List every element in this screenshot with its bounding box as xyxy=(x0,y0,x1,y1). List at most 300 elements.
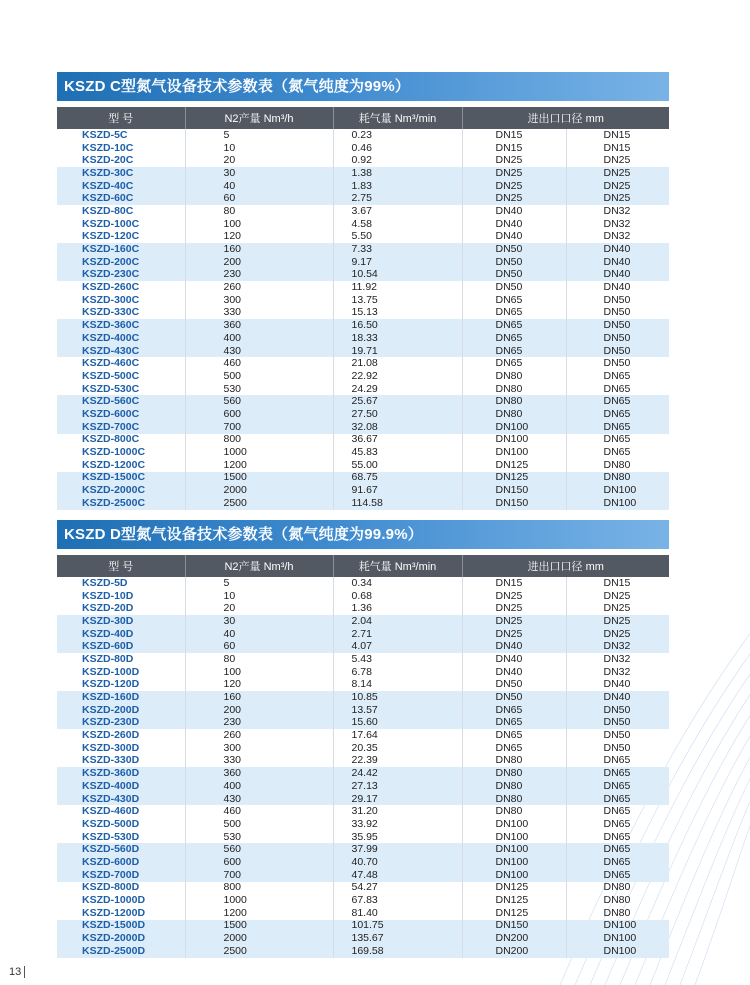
cell-consumption: 24.29 xyxy=(333,383,462,396)
cell-model: KSZD-230C xyxy=(57,269,185,282)
cell-outlet: DN32 xyxy=(603,204,631,217)
cell-production: 30 xyxy=(185,615,333,628)
table-row xyxy=(57,231,669,244)
table-row xyxy=(57,307,669,320)
cell-outlet: DN50 xyxy=(603,293,631,306)
table-row xyxy=(57,243,669,256)
table-row xyxy=(57,357,669,370)
cell-consumption: 10.54 xyxy=(333,269,462,282)
header-production: N2产量 Nm³/h xyxy=(185,555,333,577)
cell-production: 1200 xyxy=(185,907,333,920)
cell-inlet: DN40 xyxy=(462,205,566,218)
cell-production: 800 xyxy=(185,882,333,895)
table-row xyxy=(57,767,669,780)
cell-outlet: DN80 xyxy=(603,458,631,471)
cell-inlet: DN15 xyxy=(462,577,566,590)
cell-outlet: DN40 xyxy=(603,678,631,691)
cell-consumption: 37.99 xyxy=(333,843,462,856)
cell-model: KSZD-460D xyxy=(57,805,185,818)
cell-outlet: DN32 xyxy=(603,652,631,665)
cell-inlet: DN100 xyxy=(462,831,566,844)
cell-inlet: DN65 xyxy=(462,729,566,742)
cell-consumption: 0.34 xyxy=(333,577,462,590)
table-row xyxy=(57,691,669,704)
cell-model: KSZD-800C xyxy=(57,434,185,447)
cell-production: 120 xyxy=(185,231,333,244)
cell-outlet: DN65 xyxy=(603,433,631,446)
cell-consumption: 67.83 xyxy=(333,894,462,907)
cell-model: KSZD-1200C xyxy=(57,459,185,472)
cell-consumption: 36.67 xyxy=(333,434,462,447)
cell-outlet: DN40 xyxy=(566,256,669,269)
table-row xyxy=(57,945,669,958)
cell-outlet: DN80 xyxy=(603,894,631,907)
table-row xyxy=(57,484,669,497)
cell-outlet: DN65 xyxy=(566,793,669,806)
cell-model: KSZD-40D xyxy=(57,628,185,641)
cell-outlet: DN100 xyxy=(566,920,669,933)
cell-production: 530 xyxy=(185,831,333,844)
table-row xyxy=(57,653,669,666)
cell-outlet: DN50 xyxy=(603,306,631,319)
cell-production: 2000 xyxy=(185,484,333,497)
cell-consumption: 47.48 xyxy=(333,869,462,882)
cell-model: KSZD-2000C xyxy=(57,484,185,497)
cell-inlet: DN25 xyxy=(462,192,566,205)
header-production: N2产量 Nm³/h xyxy=(185,107,333,129)
cell-outlet: DN65 xyxy=(566,780,669,793)
cell-inlet: DN50 xyxy=(462,691,566,704)
cell-consumption: 21.08 xyxy=(333,357,462,370)
table-row xyxy=(57,345,669,358)
cell-production: 530 xyxy=(185,383,333,396)
table-row xyxy=(57,370,669,383)
cell-model: KSZD-2500C xyxy=(57,497,185,510)
cell-model: KSZD-300C xyxy=(57,294,185,307)
table-row xyxy=(57,180,669,193)
table-row xyxy=(57,615,669,628)
cell-consumption: 2.75 xyxy=(333,192,462,205)
cell-outlet: DN50 xyxy=(566,332,669,345)
table-row xyxy=(57,679,669,692)
cell-production: 5 xyxy=(185,129,333,142)
cell-consumption: 55.00 xyxy=(333,459,462,472)
cell-outlet: DN65 xyxy=(603,382,631,395)
table-row xyxy=(57,446,669,459)
cell-consumption: 1.38 xyxy=(333,167,462,180)
cell-model: KSZD-30C xyxy=(57,167,185,180)
spec-section-d xyxy=(57,520,669,958)
table-row xyxy=(57,421,669,434)
cell-production: 560 xyxy=(185,843,333,856)
cell-inlet: DN80 xyxy=(462,805,566,818)
cell-production: 20 xyxy=(185,154,333,167)
cell-inlet: DN25 xyxy=(462,615,566,628)
cell-inlet: DN125 xyxy=(462,894,566,907)
cell-production: 120 xyxy=(185,679,333,692)
cell-outlet: DN80 xyxy=(603,881,631,894)
cell-production: 230 xyxy=(185,717,333,730)
cell-outlet: DN50 xyxy=(566,704,669,717)
cell-model: KSZD-330D xyxy=(57,755,185,768)
cell-inlet: DN50 xyxy=(462,256,566,269)
cell-inlet: DN50 xyxy=(462,243,566,256)
cell-production: 10 xyxy=(185,590,333,603)
cell-inlet: DN80 xyxy=(462,755,566,768)
cell-outlet: DN65 xyxy=(566,767,669,780)
table-row xyxy=(57,167,669,180)
cell-model: KSZD-60C xyxy=(57,192,185,205)
cell-production: 1500 xyxy=(185,920,333,933)
table-row xyxy=(57,640,669,653)
table-row xyxy=(57,882,669,895)
cell-model: KSZD-430D xyxy=(57,793,185,806)
table-row xyxy=(57,434,669,447)
cell-production: 560 xyxy=(185,395,333,408)
cell-inlet: DN200 xyxy=(462,945,566,958)
cell-inlet: DN15 xyxy=(462,129,566,142)
header-port: 进出口口径 mm xyxy=(462,555,669,577)
cell-production: 400 xyxy=(185,780,333,793)
cell-inlet: DN50 xyxy=(462,281,566,294)
cell-production: 1500 xyxy=(185,472,333,485)
cell-production: 230 xyxy=(185,269,333,282)
cell-outlet: DN15 xyxy=(603,576,631,589)
cell-consumption: 24.42 xyxy=(333,767,462,780)
cell-outlet: DN25 xyxy=(566,167,669,180)
table-row xyxy=(57,577,669,590)
cell-inlet: DN200 xyxy=(462,932,566,945)
cell-consumption: 27.50 xyxy=(333,408,462,421)
cell-inlet: DN25 xyxy=(462,602,566,615)
spec-section-c xyxy=(57,72,669,510)
section-title: KSZD D型氮气设备技术参数表（氮气纯度为99.9%） xyxy=(57,520,669,549)
cell-model: KSZD-360D xyxy=(57,767,185,780)
cell-model: KSZD-10C xyxy=(57,142,185,155)
cell-outlet: DN25 xyxy=(566,628,669,641)
cell-outlet: DN15 xyxy=(603,128,631,141)
cell-outlet: DN25 xyxy=(603,154,631,167)
cell-model: KSZD-80C xyxy=(57,205,185,218)
cell-consumption: 13.75 xyxy=(333,294,462,307)
cell-outlet: DN65 xyxy=(603,805,631,818)
cell-consumption: 16.50 xyxy=(333,319,462,332)
cell-production: 80 xyxy=(185,205,333,218)
table-row xyxy=(57,129,669,142)
cell-model: KSZD-160C xyxy=(57,243,185,256)
cell-production: 2500 xyxy=(185,945,333,958)
cell-inlet: DN15 xyxy=(462,142,566,155)
cell-inlet: DN25 xyxy=(462,167,566,180)
cell-outlet: DN50 xyxy=(603,741,631,754)
cell-production: 200 xyxy=(185,704,333,717)
cell-outlet: DN32 xyxy=(603,230,631,243)
table-row xyxy=(57,472,669,485)
cell-production: 80 xyxy=(185,653,333,666)
cell-consumption: 20.35 xyxy=(333,742,462,755)
cell-outlet: DN25 xyxy=(603,602,631,615)
header-consumption: 耗气量 Nm³/min xyxy=(333,555,462,577)
cell-consumption: 22.39 xyxy=(333,755,462,768)
cell-production: 5 xyxy=(185,577,333,590)
cell-outlet: DN100 xyxy=(566,945,669,958)
cell-consumption: 22.92 xyxy=(333,370,462,383)
cell-inlet: DN125 xyxy=(462,459,566,472)
cell-model: KSZD-330C xyxy=(57,307,185,320)
table-row xyxy=(57,294,669,307)
cell-consumption: 81.40 xyxy=(333,907,462,920)
cell-model: KSZD-400D xyxy=(57,780,185,793)
cell-inlet: DN100 xyxy=(462,843,566,856)
cell-inlet: DN80 xyxy=(462,383,566,396)
cell-model: KSZD-200C xyxy=(57,256,185,269)
cell-outlet: DN50 xyxy=(603,729,631,742)
table-row xyxy=(57,628,669,641)
cell-model: KSZD-260D xyxy=(57,729,185,742)
cell-inlet: DN80 xyxy=(462,408,566,421)
cell-consumption: 68.75 xyxy=(333,472,462,485)
cell-outlet: DN15 xyxy=(603,141,631,154)
cell-production: 10 xyxy=(185,142,333,155)
table-row xyxy=(57,856,669,869)
cell-consumption: 27.13 xyxy=(333,780,462,793)
cell-outlet: DN65 xyxy=(566,421,669,434)
cell-consumption: 32.08 xyxy=(333,421,462,434)
cell-model: KSZD-500C xyxy=(57,370,185,383)
table-row xyxy=(57,408,669,421)
cell-outlet: DN25 xyxy=(566,192,669,205)
cell-outlet: DN50 xyxy=(603,357,631,370)
cell-consumption: 3.67 xyxy=(333,205,462,218)
cell-consumption: 35.95 xyxy=(333,831,462,844)
cell-production: 1200 xyxy=(185,459,333,472)
cell-outlet: DN40 xyxy=(566,243,669,256)
cell-model: KSZD-600D xyxy=(57,856,185,869)
cell-inlet: DN65 xyxy=(462,319,566,332)
cell-model: KSZD-5C xyxy=(57,129,185,142)
cell-inlet: DN150 xyxy=(462,484,566,497)
table-row xyxy=(57,742,669,755)
cell-model: KSZD-30D xyxy=(57,615,185,628)
cell-outlet: DN65 xyxy=(566,408,669,421)
cell-production: 100 xyxy=(185,666,333,679)
cell-model: KSZD-5D xyxy=(57,577,185,590)
table-row xyxy=(57,319,669,332)
cell-inlet: DN25 xyxy=(462,154,566,167)
cell-inlet: DN100 xyxy=(462,818,566,831)
cell-inlet: DN80 xyxy=(462,793,566,806)
table-row xyxy=(57,932,669,945)
cell-production: 20 xyxy=(185,602,333,615)
cell-inlet: DN65 xyxy=(462,357,566,370)
cell-production: 500 xyxy=(185,818,333,831)
cell-model: KSZD-260C xyxy=(57,281,185,294)
cell-model: KSZD-120C xyxy=(57,231,185,244)
table-row xyxy=(57,142,669,155)
cell-consumption: 1.83 xyxy=(333,180,462,193)
cell-outlet: DN40 xyxy=(566,269,669,282)
table-header-row xyxy=(57,555,669,577)
cell-inlet: DN25 xyxy=(462,590,566,603)
cell-consumption: 4.07 xyxy=(333,640,462,653)
table-row xyxy=(57,755,669,768)
cell-inlet: DN50 xyxy=(462,269,566,282)
cell-outlet: DN65 xyxy=(603,817,631,830)
table-row xyxy=(57,383,669,396)
cell-production: 360 xyxy=(185,767,333,780)
cell-outlet: DN25 xyxy=(566,180,669,193)
cell-model: KSZD-560C xyxy=(57,395,185,408)
cell-inlet: DN40 xyxy=(462,666,566,679)
cell-model: KSZD-700D xyxy=(57,869,185,882)
cell-production: 330 xyxy=(185,307,333,320)
cell-model: KSZD-160D xyxy=(57,691,185,704)
table-row xyxy=(57,729,669,742)
cell-model: KSZD-560D xyxy=(57,843,185,856)
cell-consumption: 33.92 xyxy=(333,818,462,831)
cell-production: 40 xyxy=(185,180,333,193)
cell-model: KSZD-1500C xyxy=(57,472,185,485)
cell-outlet: DN65 xyxy=(566,843,669,856)
cell-production: 260 xyxy=(185,281,333,294)
cell-production: 360 xyxy=(185,319,333,332)
cell-production: 800 xyxy=(185,434,333,447)
cell-consumption: 45.83 xyxy=(333,446,462,459)
table-row xyxy=(57,256,669,269)
cell-model: KSZD-430C xyxy=(57,345,185,358)
cell-production: 2000 xyxy=(185,932,333,945)
cell-model: KSZD-100C xyxy=(57,218,185,231)
cell-model: KSZD-10D xyxy=(57,590,185,603)
cell-inlet: DN100 xyxy=(462,869,566,882)
cell-consumption: 9.17 xyxy=(333,256,462,269)
cell-inlet: DN100 xyxy=(462,446,566,459)
cell-inlet: DN125 xyxy=(462,472,566,485)
spec-table xyxy=(57,107,669,510)
cell-consumption: 5.43 xyxy=(333,653,462,666)
cell-consumption: 13.57 xyxy=(333,704,462,717)
cell-consumption: 18.33 xyxy=(333,332,462,345)
table-row xyxy=(57,269,669,282)
table-row xyxy=(57,459,669,472)
cell-model: KSZD-200D xyxy=(57,704,185,717)
table-row xyxy=(57,920,669,933)
table-row xyxy=(57,666,669,679)
table-header-row xyxy=(57,107,669,129)
cell-consumption: 11.92 xyxy=(333,281,462,294)
cell-consumption: 10.85 xyxy=(333,691,462,704)
table-row xyxy=(57,590,669,603)
cell-consumption: 0.23 xyxy=(333,129,462,142)
cell-consumption: 114.58 xyxy=(333,497,462,510)
table-row xyxy=(57,780,669,793)
cell-production: 2500 xyxy=(185,497,333,510)
header-consumption: 耗气量 Nm³/min xyxy=(333,107,462,129)
cell-model: KSZD-100D xyxy=(57,666,185,679)
cell-model: KSZD-530C xyxy=(57,383,185,396)
cell-outlet: DN65 xyxy=(566,856,669,869)
cell-production: 40 xyxy=(185,628,333,641)
header-port: 进出口口径 mm xyxy=(462,107,669,129)
cell-model: KSZD-400C xyxy=(57,332,185,345)
cell-outlet: DN32 xyxy=(566,640,669,653)
cell-model: KSZD-800D xyxy=(57,882,185,895)
cell-outlet: DN100 xyxy=(566,497,669,510)
cell-consumption: 40.70 xyxy=(333,856,462,869)
cell-model: KSZD-1000C xyxy=(57,446,185,459)
cell-inlet: DN25 xyxy=(462,628,566,641)
cell-model: KSZD-530D xyxy=(57,831,185,844)
cell-model: KSZD-360C xyxy=(57,319,185,332)
cell-model: KSZD-20D xyxy=(57,602,185,615)
table-row xyxy=(57,831,669,844)
cell-consumption: 0.46 xyxy=(333,142,462,155)
cell-model: KSZD-2500D xyxy=(57,945,185,958)
table-row xyxy=(57,332,669,345)
cell-production: 400 xyxy=(185,332,333,345)
cell-production: 700 xyxy=(185,869,333,882)
cell-consumption: 5.50 xyxy=(333,231,462,244)
cell-inlet: DN65 xyxy=(462,345,566,358)
cell-production: 700 xyxy=(185,421,333,434)
cell-model: KSZD-1500D xyxy=(57,920,185,933)
cell-inlet: DN65 xyxy=(462,307,566,320)
cell-inlet: DN65 xyxy=(462,332,566,345)
cell-outlet: DN25 xyxy=(566,615,669,628)
cell-consumption: 0.92 xyxy=(333,154,462,167)
cell-production: 430 xyxy=(185,793,333,806)
cell-inlet: DN150 xyxy=(462,920,566,933)
cell-model: KSZD-1000D xyxy=(57,894,185,907)
header-model: 型 号 xyxy=(57,555,185,577)
cell-production: 60 xyxy=(185,640,333,653)
cell-production: 200 xyxy=(185,256,333,269)
cell-inlet: DN40 xyxy=(462,231,566,244)
cell-model: KSZD-500D xyxy=(57,818,185,831)
cell-production: 430 xyxy=(185,345,333,358)
cell-model: KSZD-120D xyxy=(57,679,185,692)
cell-outlet: DN40 xyxy=(566,691,669,704)
cell-model: KSZD-230D xyxy=(57,717,185,730)
cell-consumption: 17.64 xyxy=(333,729,462,742)
cell-consumption: 1.36 xyxy=(333,602,462,615)
cell-inlet: DN65 xyxy=(462,704,566,717)
table-row xyxy=(57,869,669,882)
cell-outlet: DN32 xyxy=(603,665,631,678)
cell-outlet: DN100 xyxy=(566,932,669,945)
spec-table xyxy=(57,555,669,958)
cell-consumption: 2.04 xyxy=(333,615,462,628)
cell-outlet: DN80 xyxy=(603,906,631,919)
cell-inlet: DN65 xyxy=(462,742,566,755)
table-row xyxy=(57,205,669,218)
cell-outlet: DN32 xyxy=(603,217,631,230)
cell-model: KSZD-2000D xyxy=(57,932,185,945)
table-row xyxy=(57,395,669,408)
cell-model: KSZD-60D xyxy=(57,640,185,653)
cell-outlet: DN25 xyxy=(603,589,631,602)
cell-consumption: 101.75 xyxy=(333,920,462,933)
cell-consumption: 7.33 xyxy=(333,243,462,256)
cell-inlet: DN150 xyxy=(462,497,566,510)
cell-inlet: DN100 xyxy=(462,434,566,447)
cell-inlet: DN40 xyxy=(462,653,566,666)
cell-outlet: DN50 xyxy=(566,345,669,358)
table-row xyxy=(57,717,669,730)
cell-model: KSZD-1200D xyxy=(57,907,185,920)
cell-outlet: DN80 xyxy=(566,472,669,485)
cell-outlet: DN65 xyxy=(603,369,631,382)
